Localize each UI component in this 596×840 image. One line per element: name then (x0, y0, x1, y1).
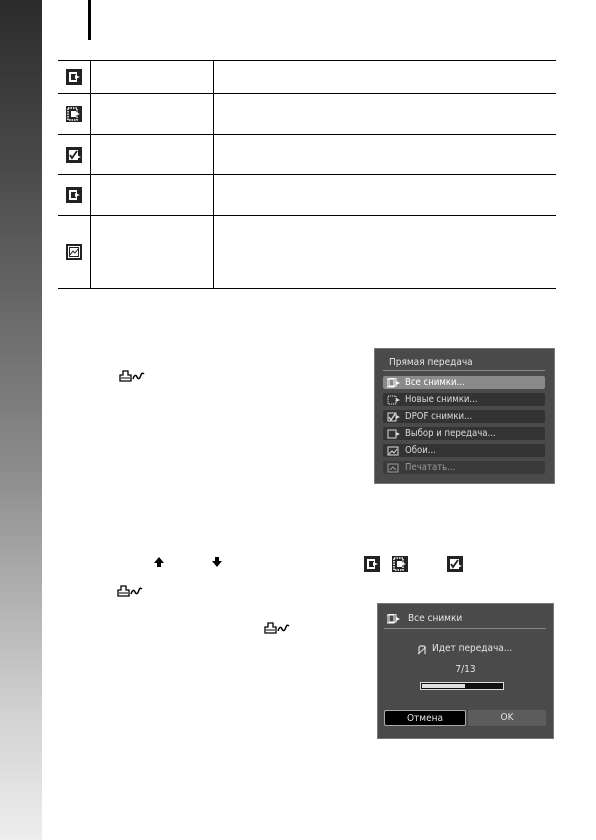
table-name-cell (91, 94, 214, 134)
table-row (58, 134, 556, 174)
header-rule (88, 0, 91, 40)
transfer-menu-screen (374, 348, 555, 484)
dpof-transfer-icon (387, 412, 401, 422)
table-icon-cell (58, 61, 91, 93)
chapter-side-strip (0, 0, 42, 840)
dpof-transfer-icon (447, 556, 463, 572)
dpof-transfer-icon (66, 147, 82, 163)
table-desc-cell (214, 61, 556, 93)
wallpaper-icon (387, 446, 401, 456)
all-images-transfer-icon (387, 378, 401, 388)
ok-button[interactable]: OK (468, 710, 546, 726)
select-transfer-icon (66, 187, 82, 203)
new-images-transfer-icon (66, 106, 82, 122)
menu-item-wallpaper[interactable] (383, 444, 545, 457)
all-images-transfer-icon (364, 556, 380, 572)
print-share-button-icon (116, 584, 144, 598)
table-desc-cell (214, 94, 556, 134)
new-images-transfer-icon (387, 395, 401, 405)
menu-item-dpof-images[interactable] (383, 410, 545, 423)
menu-item-all-images[interactable] (383, 376, 545, 389)
table-name-cell (91, 175, 214, 215)
all-images-transfer-icon (66, 69, 82, 85)
print-icon (387, 463, 401, 473)
table-desc-cell (214, 135, 556, 174)
table-name-cell (91, 135, 214, 174)
transfer-counter: 7/13 (455, 664, 476, 675)
title-divider (383, 370, 545, 371)
all-images-transfer-icon (387, 614, 401, 624)
table-icon-cell (58, 135, 91, 174)
transfer-modes-table (58, 60, 556, 289)
transfer-status-text: Идет передача... (432, 643, 513, 654)
wallpaper-icon (66, 244, 82, 260)
menu-item-print[interactable] (383, 461, 545, 474)
table-icon-cell (58, 94, 91, 134)
transfer-progress-screen (377, 603, 554, 739)
print-share-button-icon (118, 369, 146, 383)
screen-title: Все снимки (408, 613, 463, 624)
cancel-button[interactable]: Отмена (384, 710, 466, 726)
menu-item-label: Новые снимки... (405, 394, 478, 405)
table-name-cell (91, 61, 214, 93)
menu-item-select-transfer[interactable] (383, 427, 545, 440)
menu-item-new-images[interactable] (383, 393, 545, 406)
print-share-button-icon (262, 621, 292, 635)
table-icon-cell (58, 216, 91, 288)
menu-item-label: Печатать... (405, 462, 456, 473)
table-row (58, 93, 556, 134)
menu-item-label: Обои... (405, 445, 436, 456)
title-divider (384, 628, 546, 629)
down-arrow-icon (211, 556, 223, 568)
up-arrow-icon (153, 556, 165, 568)
transfer-activity-icon (416, 644, 428, 656)
screen-title: Прямая передача (389, 357, 473, 368)
new-images-transfer-icon (392, 556, 408, 572)
menu-item-label: Выбор и передача... (405, 428, 496, 439)
table-row (58, 174, 556, 215)
table-desc-cell (214, 175, 556, 215)
table-row (58, 215, 556, 289)
menu-item-label: DPOF снимки... (405, 411, 473, 422)
table-row (58, 60, 556, 93)
table-icon-cell (58, 175, 91, 215)
table-name-cell (91, 216, 214, 288)
select-transfer-icon (387, 429, 401, 439)
transfer-progress-bar (420, 682, 504, 690)
table-desc-cell (214, 216, 556, 288)
menu-item-label: Все снимки... (405, 377, 465, 388)
transfer-progress-fill (422, 684, 465, 688)
